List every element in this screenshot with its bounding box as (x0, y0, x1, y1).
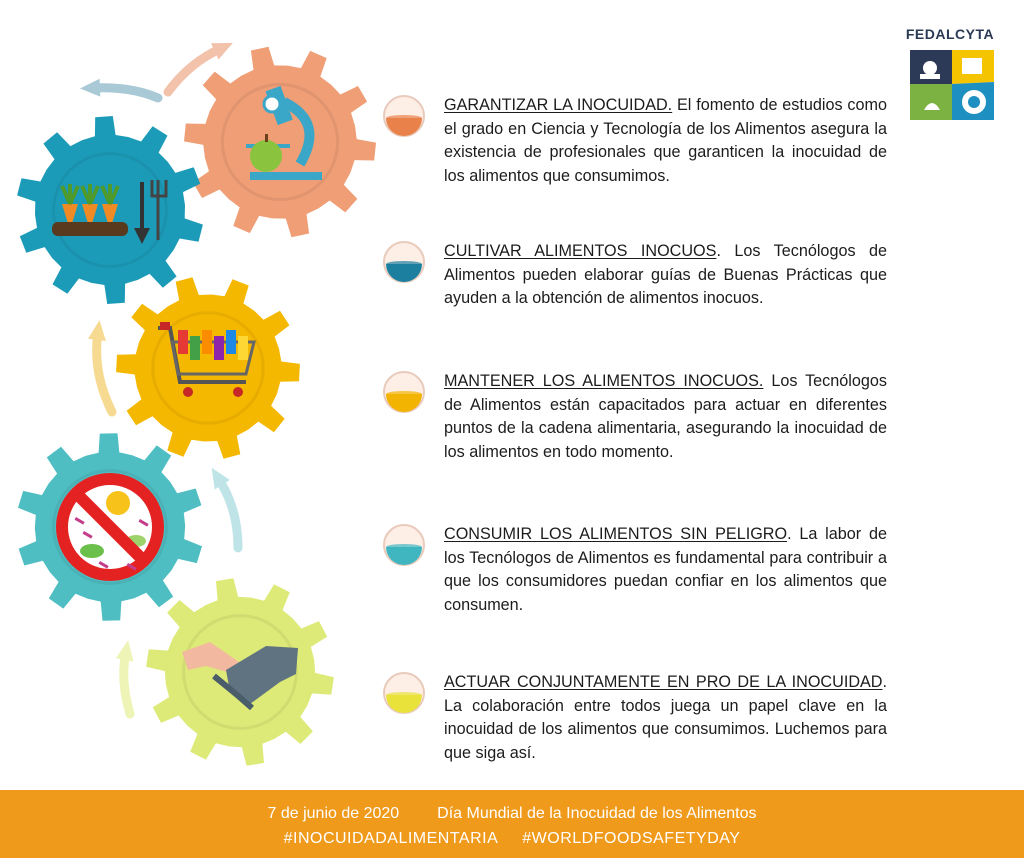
marker-icon (382, 370, 426, 414)
item-text (444, 370, 887, 464)
cycle-arrow-icon (116, 640, 134, 714)
hashtag-worldfoodsafety: #WORLDFOODSAFETYDAY (522, 830, 741, 847)
footer-day-title: Día Mundial de la Inocuidad de los Alimentos (437, 805, 757, 822)
item-body: Los Tecnólogos de Alimentos están capacitados para actuar en diferentes puntos de la cadena alimentaria, asegurando la inocuidad de los alimentos en todo momento. (444, 372, 887, 461)
item-text (444, 94, 887, 188)
cycle-arrow-icon (88, 320, 112, 412)
item-body: . La colaboración entre todos juega un papel clave en la inocuidad de los alimentos que consumimos. Luchemos para que siga así. (444, 673, 887, 762)
gear-cycle-diagram (0, 0, 400, 790)
hashtag-inocuidad: #INOCUIDADALIMENTARIA (283, 830, 499, 847)
item-heading: CULTIVAR ALIMENTOS INOCUOS (444, 242, 717, 260)
footer-hashtags (0, 830, 1024, 848)
item-heading: ACTUAR CONJUNTAMENTE EN PRO DE LA INOCUIDAD (444, 673, 883, 691)
logo-text: FEDALCYTA (905, 26, 995, 42)
item-text (444, 671, 887, 765)
logo-graphic (906, 46, 998, 124)
cycle-arrow-icon (80, 79, 158, 98)
microscope-gear (184, 47, 376, 238)
marker-icon (382, 523, 426, 567)
marker-icon (382, 240, 426, 284)
item-text (444, 240, 887, 311)
no-bacteria-icon (62, 479, 158, 575)
item-text (444, 523, 887, 617)
footer-date: 7 de junio de 2020 (267, 805, 400, 822)
bacteria-gear (18, 433, 202, 620)
item-body: . Los Tecnólogos de Alimentos pueden elaborar guías de Buenas Prácticas que ayuden a la obtención de alimentos inocuos. (444, 242, 887, 307)
item-body: . La labor de los Tecnólogos de Alimentos es fundamental para contribuir a que los consumidores puedan confiar en los alimentos que consumen. (444, 525, 887, 614)
item-heading: CONSUMIR LOS ALIMENTOS SIN PELIGRO (444, 525, 788, 543)
marker-icon (382, 94, 426, 138)
cart-gear (116, 277, 300, 458)
item-body: El fomento de estudios como el grado en Ciencia y Tecnología de los Alimentos asegura la existencia de profesionales que garanticen la inocuidad de los alimentos que consumimos. (444, 96, 887, 185)
item-heading: MANTENER LOS ALIMENTOS INOCUOS. (444, 372, 764, 390)
item-heading: GARANTIZAR LA INOCUIDAD. (444, 96, 673, 114)
marker-icon (382, 671, 426, 715)
handshake-gear (146, 578, 334, 766)
footer-line1 (0, 805, 1024, 823)
crops-gear (17, 116, 203, 304)
footer-banner (0, 790, 1024, 858)
fedalcyta-logo (900, 26, 1000, 126)
cycle-arrow-icon (212, 468, 238, 548)
